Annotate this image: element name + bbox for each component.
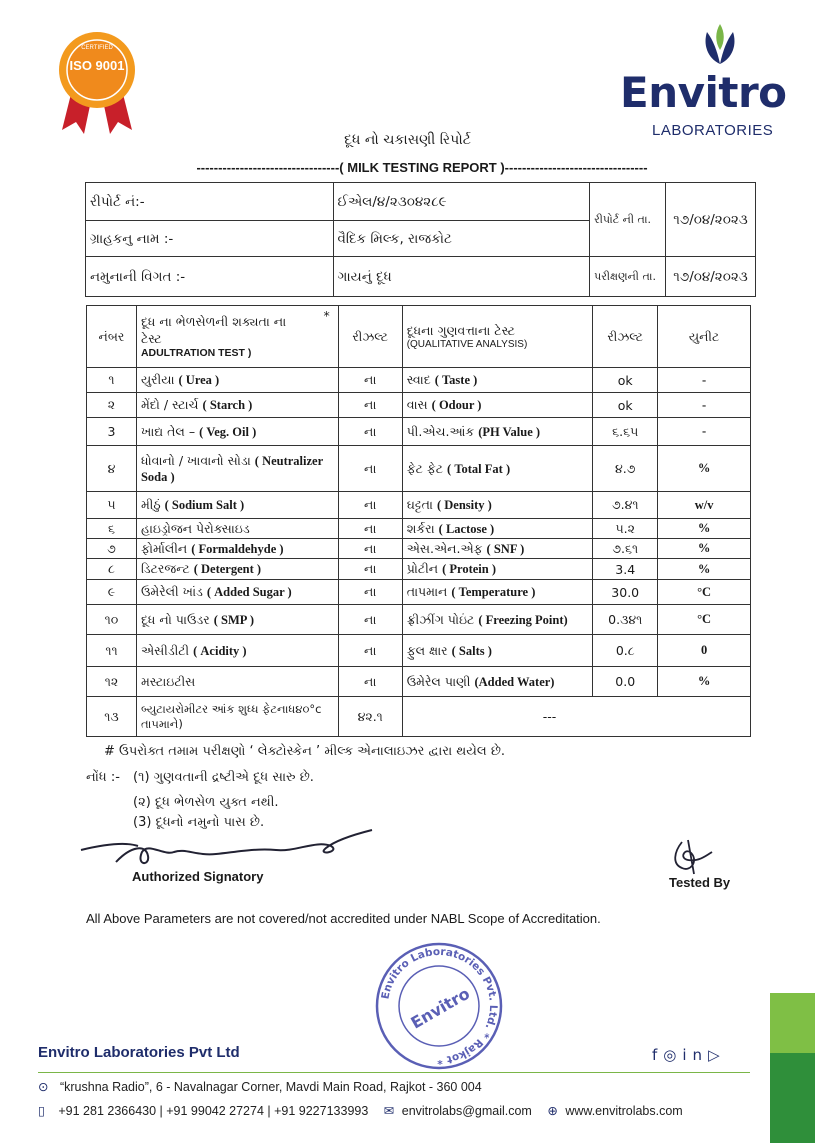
quality-test-en: (PH Value ) bbox=[478, 424, 541, 439]
adulteration-test-en: ( Starch ) bbox=[202, 398, 253, 412]
quality-test-en: ( Freezing Point) bbox=[478, 612, 568, 627]
quality-test-guj: ફેટ ફેટ bbox=[406, 460, 444, 476]
adulteration-test bbox=[136, 492, 338, 519]
customer-value: વૈદિક મિલ્ક, રાજકોટ bbox=[333, 221, 590, 257]
quality-test-guj: વાસ bbox=[406, 397, 428, 412]
last-row-test: બ્યુટાયરોમીટર આંક શુધ્ધ ફેટનાધ૪૦°c તાપમાને) bbox=[136, 697, 338, 737]
row-no: ૨ bbox=[87, 393, 137, 418]
adulteration-test bbox=[136, 580, 338, 605]
adulteration-result: ના bbox=[338, 635, 402, 667]
logo-sub: LABORATORIES bbox=[652, 122, 774, 139]
leaf-icon bbox=[697, 20, 743, 66]
envitro-logo bbox=[612, 20, 802, 139]
quality-test bbox=[402, 393, 593, 418]
adulteration-test-en: ( Urea ) bbox=[178, 373, 220, 387]
adulteration-test-guj: મેંદો / સ્ટાર્ચ bbox=[140, 397, 199, 412]
quality-test-guj: સ્વાદ bbox=[406, 372, 431, 387]
row-no: ૧૦ bbox=[87, 605, 137, 635]
adulteration-result: ના bbox=[338, 539, 402, 559]
quality-test bbox=[402, 519, 593, 539]
adulteration-test-guj: ખાદ્ય તેલ – bbox=[140, 423, 196, 439]
footer-email[interactable]: envitrolabs@gmail.com bbox=[401, 1104, 532, 1118]
adulteration-test-en: ( Sodium Salt ) bbox=[164, 498, 245, 512]
adulteration-result: ના bbox=[338, 519, 402, 539]
quality-test bbox=[402, 667, 593, 697]
quality-test-guj: ફુલ ક્ષાર bbox=[406, 642, 448, 658]
instagram-icon[interactable]: ◎ bbox=[663, 1046, 683, 1064]
adulteration-result: ના bbox=[338, 580, 402, 605]
row-no: 3 bbox=[87, 418, 137, 446]
table-row bbox=[87, 393, 751, 418]
adulteration-test-en: ( Veg. Oil ) bbox=[199, 424, 257, 439]
header-qualitative bbox=[402, 306, 593, 368]
location-icon: ⊙ bbox=[38, 1080, 49, 1094]
quality-test-guj: એસ.એન.એફ bbox=[406, 540, 483, 556]
quality-unit: w/v bbox=[658, 492, 751, 519]
authorized-signatory-label: Authorized Signatory bbox=[132, 869, 264, 884]
adulteration-test-guj: ફોર્માલીન bbox=[140, 540, 188, 556]
table-row bbox=[87, 667, 751, 697]
row-no: ૯ bbox=[87, 580, 137, 605]
quality-unit: - bbox=[658, 368, 751, 393]
quality-test-guj: ઉમેરેલ પાણી bbox=[406, 673, 471, 689]
table-row bbox=[87, 559, 751, 580]
quality-result: ૫.૨ bbox=[593, 519, 658, 539]
quality-result: ૬.૬૫ bbox=[593, 418, 658, 446]
quality-result: 0.૩૪૧ bbox=[593, 605, 658, 635]
quality-result: 0.0 bbox=[593, 667, 658, 697]
adulteration-test bbox=[136, 368, 338, 393]
adulteration-test-guj: મીઠું bbox=[140, 497, 161, 512]
footer-phones: +91 281 2366430 | +91 99042 27274 | +91 9227133993 bbox=[58, 1104, 369, 1118]
last-row-no: ૧૩ bbox=[87, 697, 137, 737]
quality-test-en: ( Lactose ) bbox=[438, 521, 495, 536]
quality-test-en: ( Odour ) bbox=[431, 398, 482, 412]
linkedin-icon[interactable]: in bbox=[682, 1046, 709, 1064]
quality-test-guj: શર્કરા bbox=[406, 520, 435, 536]
adulteration-result: ના bbox=[338, 446, 402, 492]
last-row-dash: --- bbox=[402, 697, 750, 737]
adulteration-test-guj: એસીડીટી bbox=[140, 642, 190, 658]
youtube-icon[interactable]: ▷ bbox=[708, 1046, 726, 1064]
table-row bbox=[87, 446, 751, 492]
report-info-table bbox=[85, 182, 756, 297]
quality-result: 0.૮ bbox=[593, 635, 658, 667]
table-row bbox=[87, 539, 751, 559]
quality-unit: 0 bbox=[658, 635, 751, 667]
footer-divider bbox=[38, 1072, 750, 1073]
adulteration-test-guj: ડિટરજન્ટ bbox=[140, 561, 190, 576]
iso-badge bbox=[54, 30, 140, 138]
sample-value: ગાયનું દૂધ bbox=[333, 257, 590, 297]
quality-unit: % bbox=[658, 667, 751, 697]
quality-unit: % bbox=[658, 446, 751, 492]
note-2: (૨) દૂધ ભેળસેળ યુક્ત નથી. bbox=[133, 795, 279, 810]
adulteration-result: ના bbox=[338, 418, 402, 446]
row-no: ૭ bbox=[87, 539, 137, 559]
quality-test bbox=[402, 559, 593, 580]
report-date-label: રીપોર્ટ ની તા. bbox=[590, 183, 666, 257]
adulteration-test-en: ( Acidity ) bbox=[193, 643, 247, 658]
globe-icon: ⊕ bbox=[547, 1104, 558, 1118]
header-qualitative-guj: દૂધના ગુણવત્તાના ટેસ્ટ bbox=[406, 323, 516, 338]
tested-by-label: Tested By bbox=[669, 875, 731, 890]
authorized-signature bbox=[76, 826, 376, 872]
milk-test-table bbox=[86, 305, 751, 737]
quality-test-guj: ફ્રીઝીંગ પોઇંટ bbox=[406, 611, 475, 627]
adulteration-test-guj: યુરીયા bbox=[140, 372, 175, 387]
adulteration-test-en: ( Detergent ) bbox=[193, 562, 262, 576]
quality-result: ok bbox=[593, 368, 658, 393]
table-row bbox=[87, 605, 751, 635]
quality-test-guj: પી.એચ.આંક bbox=[406, 423, 475, 439]
last-row-result: ૪૨.૧ bbox=[338, 697, 402, 737]
quality-unit: % bbox=[658, 519, 751, 539]
iso-label: ISO 9001 bbox=[69, 58, 125, 73]
quality-test-en: ( Density ) bbox=[436, 498, 492, 512]
adulteration-test bbox=[136, 519, 338, 539]
quality-result: ૭.૪૧ bbox=[593, 492, 658, 519]
social-icons bbox=[652, 1046, 726, 1064]
header-adulteration-guj: દૂધ ના ભેળસેળની શક્યતા ના ટેસ્ટ bbox=[140, 314, 287, 346]
sample-label: નમુનાની વિગત :- bbox=[86, 257, 334, 297]
footer-company: Envitro Laboratories Pvt Ltd bbox=[38, 1044, 240, 1061]
nabl-disclaimer: All Above Parameters are not covered/not accredited under NABL Scope of Accreditation. bbox=[86, 911, 601, 926]
test-date-label: પરીક્ષણની તા. bbox=[590, 257, 666, 297]
footer-address-row bbox=[38, 1079, 482, 1094]
header-adulteration-en: ADULTRATION TEST ) bbox=[140, 346, 252, 359]
adulteration-test-guj: ધોવાનો / ખાવાનો સોડા bbox=[140, 452, 251, 468]
quality-unit: % bbox=[658, 559, 751, 580]
table-row bbox=[87, 519, 751, 539]
quality-test bbox=[402, 605, 593, 635]
quality-unit: °C bbox=[658, 580, 751, 605]
quality-test-guj: ઘટ્ટતા bbox=[406, 497, 433, 512]
note-1: (૧) ગુણવતાની દ્રષ્ટીએ દૂધ સારુ છે. bbox=[133, 770, 314, 785]
table-row bbox=[87, 368, 751, 393]
footer-address: “krushna Radio”, 6 - Navalnagar Corner, Mavdi Main Road, Rajkot - 360 004 bbox=[59, 1080, 482, 1094]
quality-test-en: ( Protein ) bbox=[442, 562, 496, 576]
table-row bbox=[87, 492, 751, 519]
email-icon: ✉ bbox=[383, 1104, 395, 1118]
phone-icon: ▯ bbox=[38, 1104, 45, 1118]
stamp-arc-text: Envitro Laboratories Pvt. Ltd. * Rajkot * bbox=[379, 945, 500, 1067]
adulteration-test bbox=[136, 559, 338, 580]
quality-test-guj: પ્રોટીન bbox=[406, 561, 439, 576]
facebook-icon[interactable]: f bbox=[652, 1046, 664, 1064]
quality-test-en: ( Total Fat ) bbox=[447, 461, 511, 476]
header-qualitative-en: (QUALITATIVE ANALYSIS) bbox=[406, 339, 528, 350]
quality-test-en: ( Salts ) bbox=[451, 643, 492, 658]
header-result-1: રીઝલ્ટ bbox=[338, 306, 402, 368]
table-row bbox=[87, 580, 751, 605]
quality-test bbox=[402, 635, 593, 667]
quality-test-en: (Added Water) bbox=[474, 674, 555, 689]
quality-test bbox=[402, 539, 593, 559]
iso-certified-text: CERTIFIED bbox=[81, 45, 113, 51]
quality-test bbox=[402, 418, 593, 446]
adulteration-result: ના bbox=[338, 559, 402, 580]
adulteration-result: ના bbox=[338, 393, 402, 418]
quality-test bbox=[402, 492, 593, 519]
logo-name: Envitro bbox=[620, 68, 787, 117]
adulteration-test-en: ( SMP ) bbox=[213, 612, 255, 627]
note-3: (3) દૂધનો નમુનો પાસ છે. bbox=[133, 815, 265, 830]
header-unit: યુનીટ bbox=[658, 306, 751, 368]
table-row bbox=[87, 418, 751, 446]
adulteration-test bbox=[136, 418, 338, 446]
quality-test bbox=[402, 446, 593, 492]
header-no: નંબર bbox=[87, 306, 137, 368]
adulteration-result: ના bbox=[338, 605, 402, 635]
quality-test-en: ( Taste ) bbox=[434, 373, 478, 387]
adulteration-test-en: ( Neutralizer Soda ) bbox=[140, 453, 323, 484]
report-title-english: ---------------------------------( MILK TESTING REPORT )--------------------------------- bbox=[196, 160, 648, 175]
adulteration-result: ના bbox=[338, 667, 402, 697]
adulteration-test-guj: મસ્ટાઇટીસ bbox=[140, 673, 196, 689]
row-no: ૮ bbox=[87, 559, 137, 580]
quality-result: 30.0 bbox=[593, 580, 658, 605]
customer-label: ગ્રાહકનુ નામ :- bbox=[86, 221, 334, 257]
adulteration-result: ના bbox=[338, 492, 402, 519]
quality-result: ok bbox=[593, 393, 658, 418]
quality-result: ૪.૭ bbox=[593, 446, 658, 492]
adulteration-test-guj: ઉમેરેલી ખાંડ bbox=[140, 584, 203, 599]
quality-test-guj: તાપમાન bbox=[406, 584, 448, 599]
quality-test bbox=[402, 580, 593, 605]
adulteration-test bbox=[136, 539, 338, 559]
table-row bbox=[87, 635, 751, 667]
note-label: નોંધ :- bbox=[86, 770, 120, 785]
adulteration-test-guj: હાઇડ્રોજન પેરોક્સાઇડ bbox=[140, 520, 250, 536]
quality-result: ૭.૬૧ bbox=[593, 539, 658, 559]
analyzer-note: # ઉપરોક્ત તમામ પરીક્ષણો ‘ લેક્ટોસ્કેન ’ મીલ્ક એનાલાઇઝર દ્વારા થયેલ છે. bbox=[104, 744, 506, 759]
row-no: ૫ bbox=[87, 492, 137, 519]
report-no-value: ઈએલ/૪/૨૩૦૪૨૮૯ bbox=[333, 183, 590, 221]
header-star: * bbox=[323, 308, 330, 323]
report-date-value: ૧૭/૦૪/૨૦૨૩ bbox=[666, 183, 756, 257]
quality-unit: °C bbox=[658, 605, 751, 635]
adulteration-test bbox=[136, 393, 338, 418]
footer-contact-row bbox=[38, 1103, 683, 1118]
adulteration-test bbox=[136, 635, 338, 667]
row-no: ૬ bbox=[87, 519, 137, 539]
tester-signature bbox=[668, 838, 716, 876]
header-result-2: રીઝલ્ટ bbox=[593, 306, 658, 368]
stamp-logo-text: Envitro bbox=[407, 983, 474, 1033]
quality-test bbox=[402, 368, 593, 393]
test-date-value: ૧૭/૦૪/૨૦૨૩ bbox=[666, 257, 756, 297]
quality-unit: - bbox=[658, 418, 751, 446]
header-adulteration bbox=[136, 306, 338, 368]
quality-unit: % bbox=[658, 539, 751, 559]
adulteration-test bbox=[136, 446, 338, 492]
row-no: ૧૧ bbox=[87, 635, 137, 667]
quality-test-en: ( SNF ) bbox=[486, 541, 525, 556]
adulteration-test-guj: દૂધ નો પાઉડર bbox=[140, 611, 210, 627]
footer-website[interactable]: www.envitrolabs.com bbox=[565, 1104, 683, 1118]
quality-result: 3.4 bbox=[593, 559, 658, 580]
adulteration-test bbox=[136, 667, 338, 697]
report-title-gujarati: દૂધ નો ચકાસણી રિપોર્ટ bbox=[344, 132, 471, 148]
adulteration-test-en: ( Added Sugar ) bbox=[206, 585, 292, 599]
row-no: ૧૨ bbox=[87, 667, 137, 697]
adulteration-test-en: ( Formaldehyde ) bbox=[191, 541, 284, 556]
adulteration-result: ના bbox=[338, 368, 402, 393]
company-stamp bbox=[375, 942, 503, 1070]
side-accent-bar-light bbox=[770, 993, 815, 1053]
row-no: ૪ bbox=[87, 446, 137, 492]
adulteration-test bbox=[136, 605, 338, 635]
report-no-label: રીપોર્ટ નં:- bbox=[86, 183, 334, 221]
quality-unit: - bbox=[658, 393, 751, 418]
row-no: ૧ bbox=[87, 368, 137, 393]
quality-test-en: ( Temperature ) bbox=[451, 585, 536, 599]
